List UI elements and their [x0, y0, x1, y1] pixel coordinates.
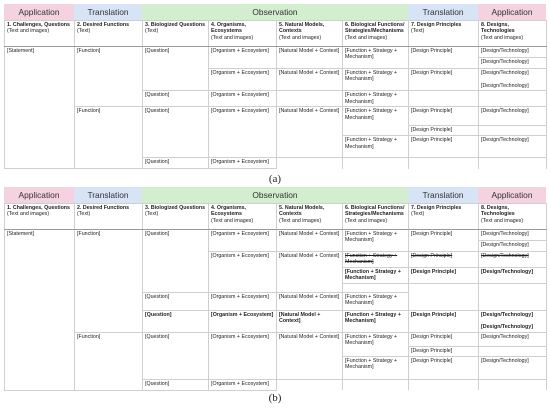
header-cell: 1. Challenges, Questions (Text and images) — [5, 204, 75, 230]
header-cell: 3. Biologized Questions (Text) — [143, 204, 209, 230]
header-cell: 8. Designs, Technologies (Text and images) — [479, 204, 547, 230]
natural-model-cell: [Natural Model + Context] — [277, 69, 343, 91]
table-row — [5, 107, 547, 126]
design-principle-cell: [Design Principle] — [409, 136, 479, 158]
design-tech-cell: [Design/Technology] — [479, 241, 547, 252]
design-principle-cell: [Design Principle] — [409, 356, 479, 379]
design-tech-cell: [Design/Technology] — [479, 47, 547, 58]
design-tech-cell: [Design/Technology] — [479, 230, 547, 241]
question-cell: [Question] — [143, 292, 209, 310]
design-tech-cell: [Design/Technology] [Design/Technology] — [479, 69, 547, 91]
figure-panel-a — [4, 4, 546, 169]
header-row — [5, 21, 547, 47]
table-row — [5, 230, 547, 241]
band-translation: Translation — [408, 4, 478, 20]
design-tech-cell: [Design/Technology] — [479, 356, 547, 379]
design-principle-cell: [Design Principle] — [409, 47, 479, 69]
question-cell-bold: [Question] — [143, 310, 209, 332]
band-translation: Translation — [74, 4, 142, 20]
band-application: Application — [478, 187, 546, 203]
question-cell: [Question] — [143, 47, 209, 91]
design-principle-cell: [Design Principle] — [409, 107, 479, 126]
design-principle-cell-bold: [Design Principle] — [409, 267, 479, 283]
question-cell: [Question] — [143, 107, 209, 158]
fsm-cell: [Function + Strategy + Mechanism] — [343, 47, 409, 69]
figure-panel-b — [4, 187, 546, 391]
natural-model-cell: [Natural Model + Context] — [277, 332, 343, 379]
design-tech-cell-bold: [Design/Technology] [Design/Technology] — [479, 310, 547, 332]
statement-cell: [Statement] — [5, 47, 75, 169]
header-cell: 4. Organisms, Ecosystems (Text and images) — [209, 21, 277, 47]
question-cell: [Question] — [143, 91, 209, 107]
natural-model-cell: [Natural Model + Context] — [277, 107, 343, 158]
design-principle-cell-bold: [Design Principle] — [409, 310, 479, 332]
design-principle-cell: [Design Principle] — [409, 126, 479, 136]
header-cell: 8. Designs, Technologies (Text and images) — [479, 21, 547, 47]
header-cell: 4. Organisms, Ecosystems (Text and images) — [209, 204, 277, 230]
header-cell: 3. Biologized Questions (Text) — [143, 21, 209, 47]
header-cell: 1. Challenges, Questions (Text and images) — [5, 21, 75, 47]
natural-model-cell: [Natural Model + Context] — [277, 47, 343, 69]
header-cell: 6. Biological Functions/ Strategies/Mechanisms (Text and images) — [343, 21, 409, 47]
bid-table-a — [4, 20, 547, 169]
organism-cell: [Organism + Ecosystem] — [209, 91, 277, 107]
fsm-cell: [Function + Strategy + Mechanism] — [343, 292, 409, 310]
design-principle-cell-struck: [Design Principle] — [409, 252, 479, 268]
table-row — [5, 332, 547, 346]
band-observation: Observation — [142, 4, 408, 20]
question-cell: [Question] — [143, 379, 209, 390]
organism-cell: [Organism + Ecosystem] — [209, 252, 277, 293]
organism-cell: [Organism + Ecosystem] — [209, 158, 277, 169]
design-principle-cell: [Design Principle] — [409, 230, 479, 252]
design-principle-cell: [Design Principle] — [409, 346, 479, 356]
function-cell: [Function] — [75, 332, 143, 390]
header-cell: 5. Natural Models, Contexts (Text and images) — [277, 204, 343, 230]
fsm-cell: [Function + Strategy + Mechanism] — [343, 356, 409, 379]
fsm-cell-bold: [Function + Strategy + Mechanism] — [343, 267, 409, 283]
organism-cell: [Organism + Ecosystem] — [209, 332, 277, 379]
header-cell: 5. Natural Models, Contexts (Text and images) — [277, 21, 343, 47]
band-observation: Observation — [142, 187, 408, 203]
organism-cell: [Organism + Ecosystem] — [209, 379, 277, 390]
design-principle-cell: [Design Principle] — [409, 69, 479, 91]
fsm-cell-bold: [Function + Strategy + Mechanism] — [343, 310, 409, 332]
bid-table-b — [4, 203, 547, 391]
question-cell: [Question] — [143, 230, 209, 293]
design-tech-cell: [Design/Technology] — [479, 107, 547, 126]
organism-cell: [Organism + Ecosystem] — [209, 69, 277, 91]
band-translation: Translation — [408, 187, 478, 203]
organism-cell: [Organism + Ecosystem] — [209, 47, 277, 69]
caption-a: (a) — [268, 173, 282, 185]
band-translation: Translation — [74, 187, 142, 203]
organism-cell-bold: [Organism + Ecosystem] — [209, 310, 277, 332]
caption-b: (b) — [268, 392, 282, 404]
band-application: Application — [4, 187, 74, 203]
question-cell: [Question] — [143, 332, 209, 379]
organism-cell: [Organism + Ecosystem] — [209, 292, 277, 310]
fsm-cell: [Function + Strategy + Mechanism] — [343, 91, 409, 107]
band-application: Application — [478, 4, 546, 20]
fsm-cell: [Function + Strategy + Mechanism] — [343, 230, 409, 252]
natural-model-cell: [Natural Model + Context] — [277, 292, 343, 310]
natural-model-cell: [Natural Model + Context] — [277, 252, 343, 293]
header-cell: 2. Desired Functions (Text) — [75, 204, 143, 230]
fsm-cell: [Function + Strategy + Mechanism] — [343, 69, 409, 91]
design-tech-cell-struck: [Design/Technology] — [479, 252, 547, 268]
design-principle-cell: [Design Principle] — [409, 332, 479, 346]
organism-cell: [Organism + Ecosystem] — [209, 230, 277, 252]
function-cell: [Function] — [75, 47, 143, 107]
table-row — [5, 47, 547, 58]
natural-model-cell-bold: [Natural Model + Context] — [277, 310, 343, 332]
organism-cell: [Organism + Ecosystem] — [209, 107, 277, 158]
stage-banner-a — [4, 4, 546, 20]
fsm-cell: [Function + Strategy + Mechanism] — [343, 107, 409, 136]
band-application: Application — [4, 4, 74, 20]
header-cell: 2. Desired Functions (Text) — [75, 21, 143, 47]
design-tech-cell: [Design/Technology] — [479, 58, 547, 69]
design-tech-cell: [Design/Technology] — [479, 136, 547, 158]
header-row — [5, 204, 547, 230]
fsm-cell: [Function + Strategy + Mechanism] — [343, 332, 409, 356]
fsm-cell-struck: [Function + Strategy + Mechanism] — [343, 252, 409, 268]
header-cell: 7. Design Principles (Text) — [409, 21, 479, 47]
question-cell: [Question] — [143, 158, 209, 169]
fsm-cell: [Function + Strategy + Mechanism] — [343, 136, 409, 158]
design-tech-cell: [Design/Technology] — [479, 332, 547, 346]
header-cell: 6. Biological Functions/ Strategies/Mechanisms (Text and images) — [343, 204, 409, 230]
natural-model-cell: [Natural Model + Context] — [277, 230, 343, 252]
design-tech-cell-bold: [Design/Technology] — [479, 267, 547, 283]
statement-cell: [Statement] — [5, 230, 75, 391]
function-cell: [Function] — [75, 230, 143, 333]
header-cell: 7. Design Principles (Text) — [409, 204, 479, 230]
stage-banner-b — [4, 187, 546, 203]
function-cell: [Function] — [75, 107, 143, 169]
